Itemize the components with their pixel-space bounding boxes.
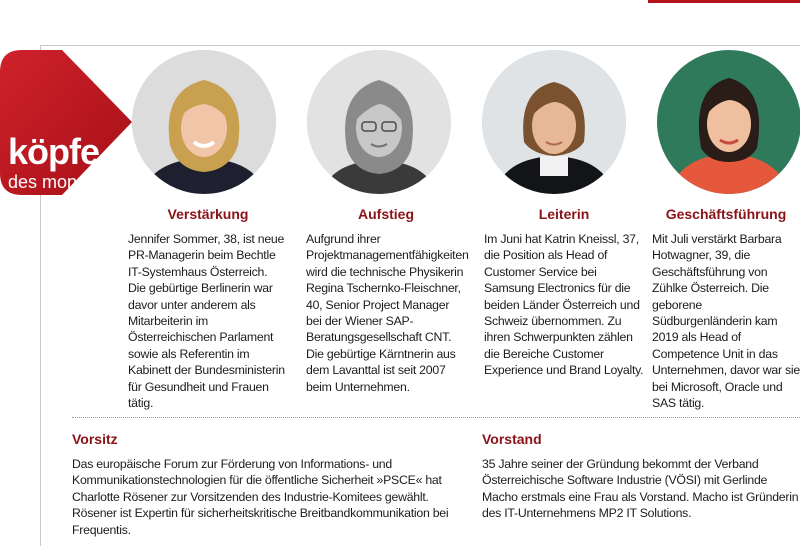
news-heading: Vorstand	[482, 431, 542, 447]
person-text: Jennifer Sommer, 38, ist neue PR-Managerin beim Bechtle IT-Systemhaus Österreich. Die gebürtige Berlinerin war davor unter anderem als Mitarbeiterin im Österreichischen Parlament sowie als Referentin im Kabinett der Bundesministerin für Gesundheit und Frauen tätig.	[128, 232, 285, 411]
person-heading: Aufstieg	[358, 206, 414, 222]
person-text: Aufgrund ihrer Projektmanagementfähigkeiten wird die technische Physikerin Regina Tschernko-Fleischner, 40, Senior Project Manager bei der Wiener SAP-Beratungsgesellschaft CNT. Die gebürtige Kärntnerin aus dem Lavanttal ist seit 2007 beim Unternehmen.	[306, 232, 469, 394]
portrait-photo-3	[482, 50, 626, 194]
person-text: Im Juni hat Katrin Kneissl, 37, die Position als Head of Customer Service bei Samsung Electronics für die beiden Länder Österreich und Schweiz übernommen. Zu ihren Schwerpunkten zählen die Bereiche Customer Experience und Brand Loyalty.	[484, 232, 644, 378]
section-badge	[0, 50, 135, 195]
person-heading: Leiterin	[538, 206, 590, 222]
person-block-2	[306, 205, 469, 395]
section-divider	[72, 417, 800, 418]
person-heading: Verstärkung	[167, 206, 249, 222]
person-text: Mit Juli verstärkt Barbara Hotwagner, 39, die Geschäftsführung von Zühlke Österreich. Die geborene Südburgenländerin kam 2019 als Head of Competence Unit in das Unternehmen, davor war sie bei Microsoft, Oracle und SAS tätig.	[652, 232, 800, 411]
news-text: 35 Jahre seiner der Gründung bekommt der Verband Österreichische Software Industrie (VÖSI) mit Gerlinde Macho erstmals eine Frau als Vorstand. Macho ist Gründerin des IT-Unternehmens MP2 IT Solutions.	[482, 457, 799, 521]
news-block-1	[72, 430, 462, 538]
person-block-3	[484, 205, 644, 379]
portrait-photo-4	[657, 50, 800, 194]
top-accent-rule	[648, 0, 800, 3]
person-block-1	[128, 205, 288, 411]
news-block-2	[482, 430, 800, 522]
news-text: Das europäische Forum zur Förderung von Informations- und Kommunikationstechnologien für die öffentliche Sicherheit »PSCE« hat Charlotte Rösener zur Vorsitzenden des Industrie-Komitees gewählt. Rösener ist Expertin für sicherheitskritische Breitbandkommunikation bei Frequentis.	[72, 457, 449, 537]
portrait-photo-2	[307, 50, 451, 194]
section-subtitle: des monats	[8, 172, 102, 192]
section-title: köpfe	[8, 131, 100, 172]
portrait-photo-1	[132, 50, 276, 194]
person-block-4	[652, 205, 800, 411]
news-heading: Vorsitz	[72, 431, 118, 447]
person-heading: Geschäftsführung	[665, 206, 787, 222]
